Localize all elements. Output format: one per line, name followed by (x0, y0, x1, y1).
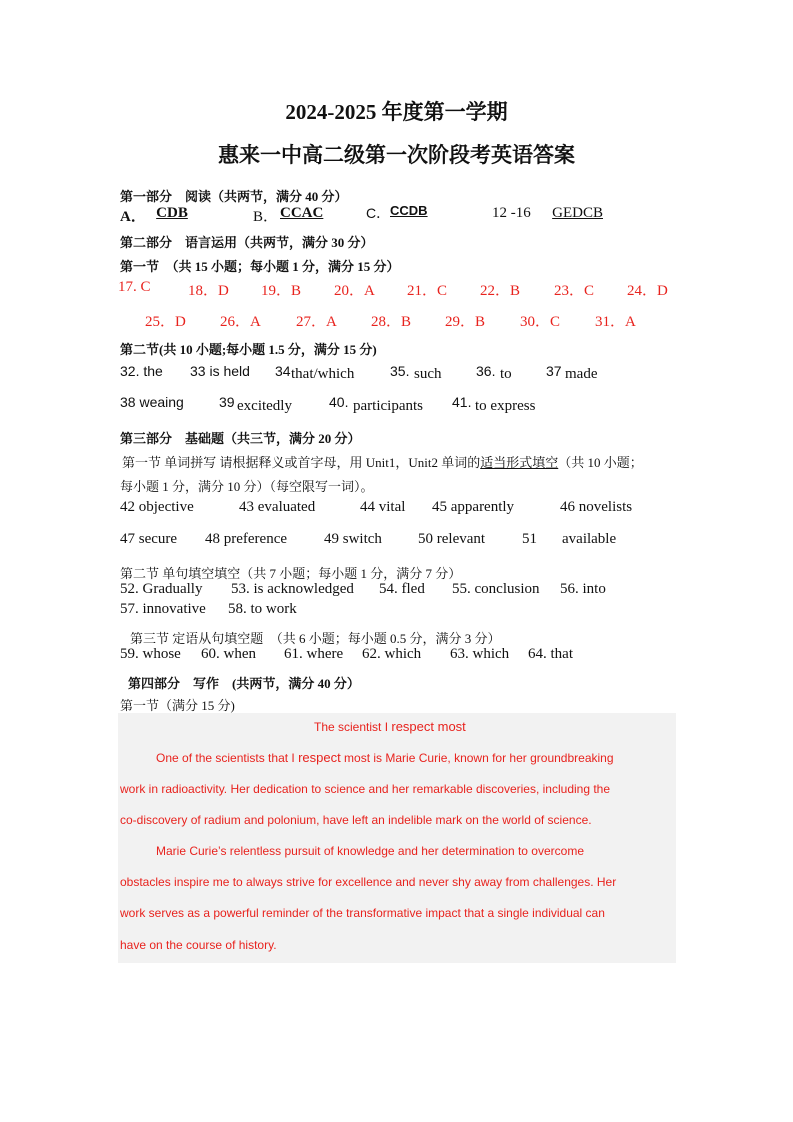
essay-line-3: co-discovery of radium and polonium, have left an indelible mark on the world of science. (120, 813, 592, 827)
part4-heading: 第四部分 写作 (共两节，满分 40 分） (128, 676, 360, 691)
part1-c-label: C． (366, 205, 391, 221)
answer-62: 62. which (362, 646, 422, 662)
answer-31: 31．A (595, 314, 636, 330)
essay-line-2: work in radioactivity. Her dedication to science and her remarkable discoveries, including the (120, 782, 611, 796)
answer-64: 64. that (528, 646, 573, 662)
part1-a-answer: CDB (156, 205, 188, 221)
answer-37: made (565, 366, 598, 382)
answer-58: 58. to work (228, 601, 297, 617)
part2-section1-heading: 第一节 （共 15 小题；每小题 1 分，满分 15 分） (120, 259, 400, 274)
part3-section3-heading: 第三节 定语从句填空题 （共 6 小题；每小题 0.5 分，满分 3 分） (130, 631, 501, 646)
answer-28: 28．B (371, 314, 412, 330)
answer-23: 23．C (554, 283, 595, 299)
answer-39: excitedly (237, 398, 292, 414)
answer-63: 63. which (450, 646, 510, 662)
answer-26: 26．A (220, 314, 261, 330)
answer-33: 33 is held (190, 363, 250, 379)
answer-57: 57. innovative (120, 601, 206, 617)
part3-heading: 第三部分 基础题（共三节，满分 20 分） (120, 431, 361, 446)
word-50: 50 relevant (418, 531, 486, 547)
part1-c-answer: CCDB (390, 203, 428, 218)
part1-d-answer: GEDCB (552, 205, 603, 221)
word-51: available (562, 531, 617, 547)
part2-heading: 第二部分 语言运用（共两节，满分 30 分） (120, 235, 374, 250)
word-43: 43 evaluated (239, 499, 316, 515)
answer-19: 19．B (261, 283, 302, 299)
answer-18: 18．D (188, 283, 229, 299)
number-41: 41. (452, 394, 472, 410)
answer-54: 54. fled (379, 581, 425, 597)
answer-32: 32. the (120, 363, 163, 379)
answer-21: 21．C (407, 283, 448, 299)
word-49: 49 switch (324, 531, 382, 547)
answer-25: 25．D (145, 314, 186, 330)
essay-title-part2: respect most (391, 719, 466, 734)
answer-38: 38 weaing (120, 394, 184, 410)
essay-line-6: work serves as a powerful reminder of the transformative impact that a single individual can (120, 906, 605, 920)
answer-59: 59. whose (120, 646, 181, 662)
answer-41: to express (475, 398, 536, 414)
number-40: 40. (329, 394, 349, 410)
answer-27: 27．A (296, 314, 337, 330)
number-36: 36. (476, 363, 496, 379)
number-51: 51 (522, 531, 537, 547)
part3-section1-count: （共 10 小题； (558, 455, 643, 470)
part1-a-label: A． (120, 209, 146, 225)
word-48: 48 preference (205, 531, 288, 547)
essay-line-1b: respect (298, 750, 341, 765)
answer-35: such (414, 366, 442, 382)
answer-53: 53. is acknowledged (231, 581, 354, 597)
part1-heading: 第一部分 阅读（共两节，满分 40 分） (120, 189, 348, 204)
part1-d-label: 12 -16 (492, 205, 531, 221)
essay-title (314, 719, 466, 734)
word-46: 46 novelists (560, 499, 633, 515)
number-35: 35. (390, 363, 410, 379)
answer-61: 61. where (284, 646, 344, 662)
answer-52: 52. Gradually (120, 581, 203, 597)
part3-section1-line1 (122, 452, 643, 471)
number-39: 39 (219, 394, 235, 410)
answer-17: 17. C (118, 279, 151, 295)
part3-section2-heading: 第二节 单句填空填空（共 7 小题；每小题 1 分，满分 7 分） (120, 566, 462, 581)
essay-line-1a: One of the scientists that I (156, 751, 299, 765)
answer-36: to (500, 366, 512, 382)
answer-40: participants (353, 398, 423, 414)
page-title-line1: 2024-2025 年度第一学期 (285, 100, 508, 124)
answer-60: 60. when (201, 646, 256, 662)
essay-line-5: obstacles inspire me to always strive for excellence and never shy away from challenges. Her (120, 875, 617, 889)
part3-section1-line2: 每小题 1 分，满分 10 分）（每空限写一词）。 (120, 479, 374, 494)
page-title-line2: 惠来一中高二级第一次阶段考英语答案 (218, 143, 575, 167)
number-34: 34 (275, 363, 291, 379)
word-44: 44 vital (360, 499, 406, 515)
answer-29: 29．B (445, 314, 486, 330)
part3-section1-text: 第一节 单词拼写 请根据释义或首字母，用 Unit1，Unit2 单词的 (122, 455, 481, 470)
answer-56: 56. into (560, 581, 606, 597)
part1-b-answer: CCAC (280, 205, 324, 221)
part3-section1-emphasis: 适当形式填空 (480, 455, 559, 470)
word-47: 47 secure (120, 531, 178, 547)
essay-line-1c: most is Marie Curie, known for her groundbreaking (340, 751, 614, 765)
answer-24: 24．D (627, 283, 668, 299)
answer-34: that/which (291, 366, 355, 382)
number-37: 37 (546, 363, 562, 379)
part4-section1-heading: 第一节（满分 15 分) (120, 698, 235, 713)
answer-22: 22．B (480, 283, 521, 299)
essay-line-1 (156, 750, 614, 765)
word-42: 42 objective (120, 499, 194, 515)
answer-20: 20．A (334, 283, 375, 299)
answer-30: 30．C (520, 314, 561, 330)
answer-55: 55. conclusion (452, 581, 540, 597)
word-45: 45 apparently (432, 499, 515, 515)
essay-line-4: Marie Curie’s relentless pursuit of knowledge and her determination to overcome (156, 844, 584, 858)
part1-b-label: B． (253, 209, 279, 225)
essay-line-7: have on the course of history. (120, 938, 277, 952)
part2-section2-heading: 第二节(共 10 小题;每小题 1.5 分，满分 15 分) (120, 342, 377, 357)
essay-title-part1: The scientist I (314, 720, 392, 734)
